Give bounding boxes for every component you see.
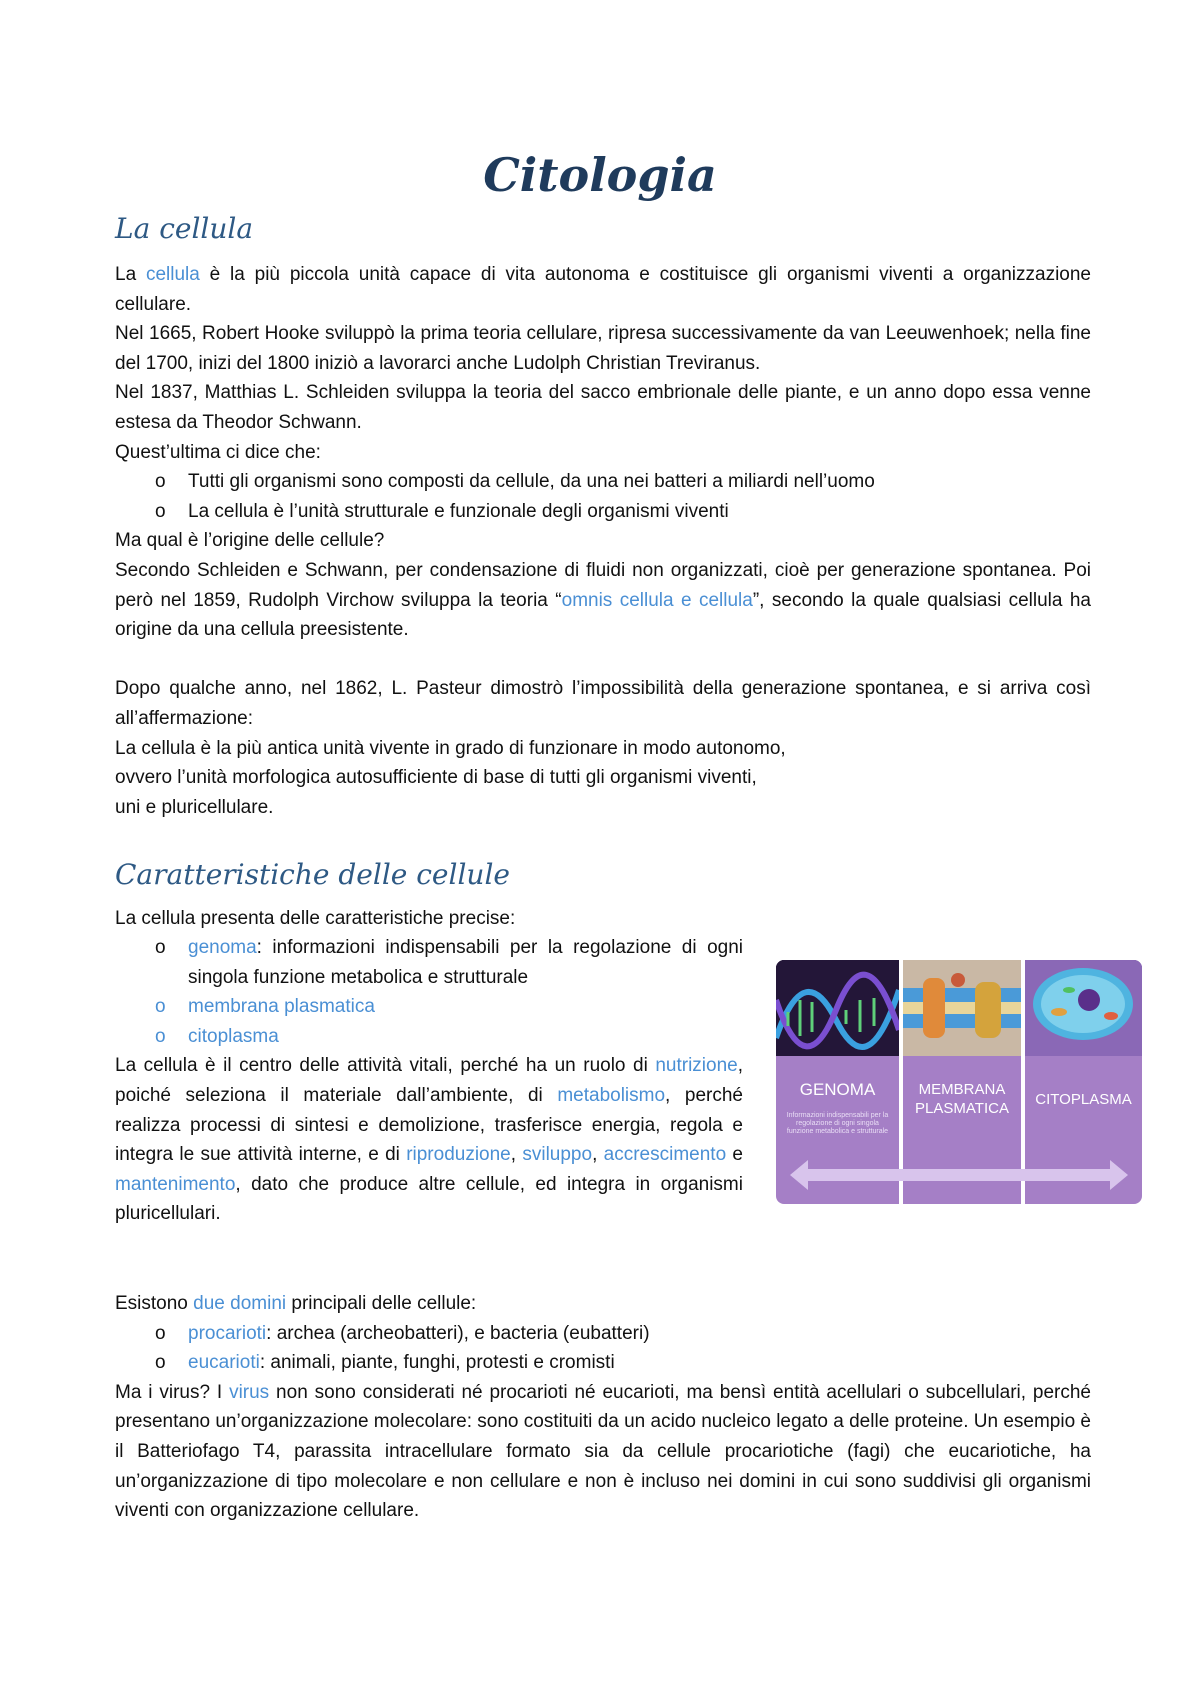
bullet-icon: o — [155, 1352, 166, 1374]
paragraph: Nel 1665, Robert Hooke sviluppò la prima teoria cellulare, ripresa successivamente da van Leeuwenhoek; nella fine del 1700, inizi del 1800 iniziò a lavorarci anche Ludolph Christian Treviranus. — [115, 323, 1091, 374]
highlight-term: cellula — [145, 264, 200, 285]
bullet-list — [115, 1319, 1091, 1378]
bullet-list — [115, 933, 743, 1051]
paragraph — [115, 556, 1091, 645]
text: Secondo Schleiden e Schwann, per condensazione di fluidi non organizzati, cioè per generazione spontanea. Poi però nel 1859, Rudolph Virchow sviluppa la teoria “ — [115, 559, 1091, 611]
page-title: Citologia — [483, 148, 717, 202]
list-item — [115, 1022, 743, 1052]
section-domini — [115, 1289, 1091, 1526]
list-item — [115, 1348, 1091, 1378]
text: è la più piccola unità capace di vita autonoma e costituisce gli organismi viventi a organizzazione cellulare. — [115, 264, 1091, 315]
section-la-cellula-body — [115, 260, 1091, 822]
text: , — [510, 1144, 523, 1166]
figure-label-membrana-1: MEMBRANA — [918, 1081, 1006, 1098]
paragraph — [115, 1289, 1091, 1319]
spacer — [115, 645, 1091, 675]
figure-label-citoplasma: CITOPLASMA — [1035, 1091, 1132, 1108]
section-caratteristiche-intro — [115, 904, 1091, 934]
highlight-term: omnis cellula e cellula — [561, 589, 753, 611]
text: , perché realizza processi di sintesi e demolizione, trasferisce energia, regola e integra le sue attività interne, e di — [115, 1084, 743, 1166]
section-heading-la-cellula: La cellula — [115, 212, 254, 245]
text: La — [115, 264, 146, 285]
highlight-term: due domini — [193, 1293, 287, 1314]
paragraph: ovvero l’unità morfologica autosufficiente di base di tutti gli organismi viventi, — [115, 767, 757, 789]
paragraph — [115, 1051, 743, 1229]
figure-label-membrana-2: PLASMATICA — [915, 1100, 1009, 1117]
section-heading-caratteristiche: Caratteristiche delle cellule — [115, 858, 510, 891]
text: principali delle cellule: — [286, 1293, 477, 1314]
paragraph: uni e pluricellulare. — [115, 796, 274, 818]
bullet-icon: o — [155, 1025, 166, 1047]
highlight-term: metabolismo — [557, 1084, 666, 1106]
highlight-term: eucarioti — [188, 1352, 260, 1374]
text: , — [592, 1144, 604, 1166]
list-item — [115, 497, 1091, 527]
bullet-list — [115, 467, 1091, 526]
text: ”, secondo la quale qualsiasi cellula ha origine da una cellula preesistente. — [115, 589, 1091, 641]
membrane-image — [903, 960, 1021, 1056]
list-item-text: Tutti gli organismi sono composti da cellule, da una nei batteri a miliardi nell’uomo — [188, 471, 875, 493]
paragraph: Quest’ultima ci dice che: — [115, 441, 321, 463]
figure-label-genoma: GENOMA — [799, 1080, 876, 1099]
dna-image — [776, 960, 899, 1056]
cell-icon — [1025, 960, 1142, 1056]
highlight-term: riproduzione — [406, 1144, 511, 1166]
paragraph: Dopo qualche anno, nel 1862, L. Pasteur dimostrò l’impossibilità della generazione spontanea, e si arriva così all’affermazione: — [115, 678, 1091, 729]
highlight-term: sviluppo — [522, 1144, 593, 1166]
cell-image — [1025, 960, 1142, 1056]
double-arrow-icon — [790, 1160, 1128, 1190]
list-item-text: : informazioni indispensabili per la regolazione di ogni singola funzione metabolica e strutturale — [188, 937, 743, 988]
paragraph: La cellula è la più antica unità vivente in grado di funzionare in modo autonomo, — [115, 737, 786, 759]
text: , dato che produce altre cellule, ed integra in organismi pluricellulari. — [115, 1173, 743, 1225]
section-caratteristiche-list — [115, 933, 743, 1229]
highlight-term: nutrizione — [655, 1055, 738, 1077]
list-item — [115, 933, 743, 992]
list-item — [115, 1319, 1091, 1349]
bullet-icon: o — [155, 996, 166, 1018]
paragraph: Nel 1837, Matthias L. Schleiden sviluppa la teoria del sacco embrionale delle piante, e un anno dopo essa venne estesa da Theodor Schwann. — [115, 382, 1091, 433]
list-item-text: : archea (archeobatteri), e bacteria (eubatteri) — [266, 1322, 650, 1344]
text: non sono considerati né procarioti né eucarioti, ma bensì entità acellulari o subcellulari, perché presentano un’organizzazione molecolare: sono costituiti da un acido nucleico legato a delle proteine. Un esempio è il Batteriofago T4, parassita intracellulare formato sia da cellule procariotiche (fagi) che eucariotiche, ha un’organizzazione di tipo molecolare e non cellulare e non è incluso nei domini in cui sono suddivisi gli organismi viventi con organizzazione cellulare. — [115, 1381, 1091, 1522]
text: Ma i virus? I — [115, 1381, 230, 1403]
highlight-term: virus — [229, 1381, 270, 1403]
highlight-term: accrescimento — [603, 1144, 727, 1166]
list-item-text: La cellula è l’unità strutturale e funzionale degli organismi viventi — [188, 500, 729, 522]
highlight-term: procarioti — [188, 1322, 267, 1344]
cell-features-figure — [776, 960, 1142, 1204]
list-item-text: : animali, piante, funghi, protesti e cromisti — [259, 1352, 615, 1374]
highlight-term: genoma — [188, 937, 257, 958]
highlight-term: citoplasma — [188, 1025, 279, 1047]
paragraph — [115, 260, 1091, 319]
dna-helix-icon — [776, 960, 899, 1056]
list-item — [115, 467, 1091, 497]
bullet-icon: o — [155, 471, 166, 493]
text: La cellula è il centro delle attività vitali, perché ha un ruolo di — [115, 1055, 656, 1077]
bullet-icon: o — [155, 937, 166, 958]
list-item — [115, 992, 743, 1022]
membrane-icon — [903, 960, 1021, 1056]
paragraph: Ma qual è l’origine delle cellule? — [115, 530, 385, 552]
figure-sublabel-genoma: Informazioni indispensabili per la regolazione di ogni singola funzione metabolica e strutturale — [786, 1112, 889, 1135]
text: e — [726, 1144, 743, 1166]
paragraph — [115, 1378, 1091, 1526]
highlight-term: membrana plasmatica — [188, 996, 375, 1018]
text: , poiché seleziona il materiale dall’ambiente, di — [115, 1055, 743, 1106]
paragraph: La cellula presenta delle caratteristiche precise: — [115, 908, 516, 929]
highlight-term: mantenimento — [115, 1173, 236, 1195]
text: Esistono — [115, 1293, 194, 1314]
bullet-icon: o — [155, 1322, 166, 1344]
bullet-icon: o — [155, 500, 166, 522]
